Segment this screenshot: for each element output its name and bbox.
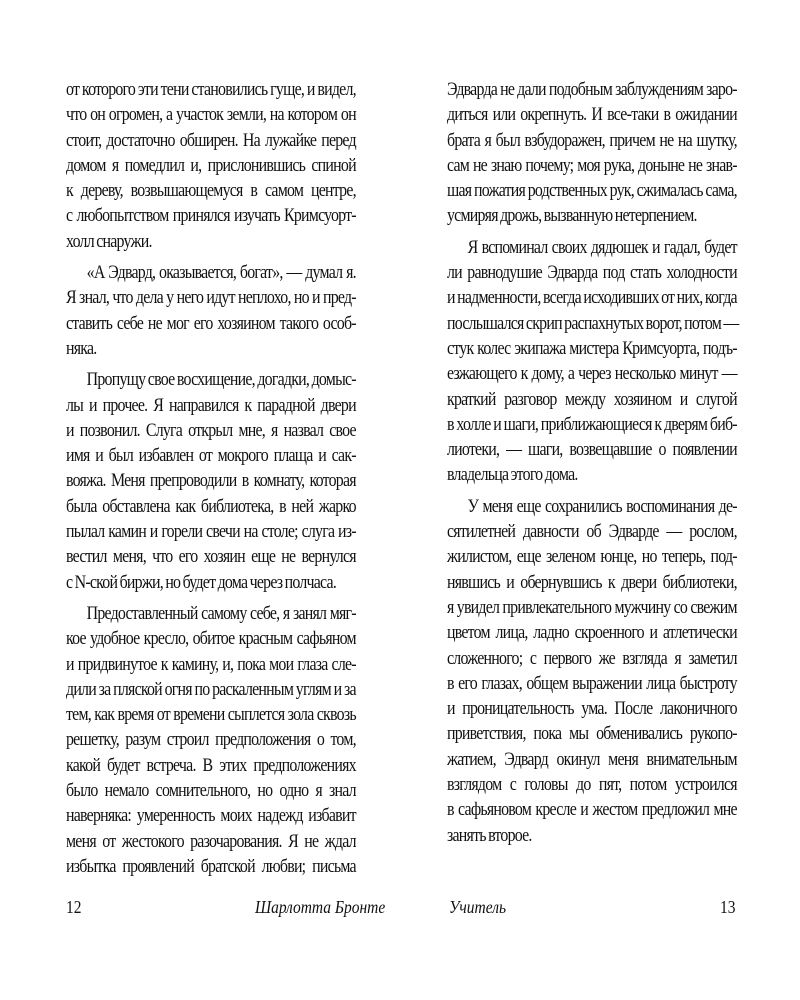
text-line: ставить себе не мог его хозяином такого особ- xyxy=(66,313,356,334)
text-line: владельца этого дома. xyxy=(447,465,578,486)
left-page-number: 12 xyxy=(66,897,82,917)
text-line: в холле и шаги, приближающиеся к дверям биб- xyxy=(447,414,737,435)
text-line: Предоставленный самому себе, я занял мяг- xyxy=(86,603,356,624)
text-line: от которого эти тени становились гуще, и видел, xyxy=(66,80,356,100)
text-line: послышался скрип распахнутых ворот, потом — xyxy=(447,313,739,334)
text-line: шая пожатия родственных рук, сжималась сама, xyxy=(447,181,737,202)
text-line: «А Эдвард, оказывается, богат», — думал я. xyxy=(86,263,356,284)
text-line: кое удобное кресло, обитое красным сафьяном xyxy=(66,629,356,650)
right-page-number: 13 xyxy=(720,897,736,917)
text-line: к дереву, возвышающемуся в самом центре, xyxy=(66,181,356,202)
text-line: диться или окрепнуть. И все-таки в ожидании xyxy=(447,105,737,126)
text-line: жилистом, еще зеленом юнце, но теперь, под- xyxy=(447,547,737,568)
right-page-text xyxy=(447,78,737,849)
text-line: имя и был избавлен от мокрого плаща и сак- xyxy=(66,446,356,467)
text-line: вояжа. Меня препроводили в комнату, которая xyxy=(66,471,356,492)
text-line: Я знал, что дела у него идут неплохо, но и пред- xyxy=(66,288,356,309)
text-line: дили за пляской огня по раскаленным углям и за xyxy=(66,679,356,700)
text-line: взглядом с головы до пят, потом устроился xyxy=(447,775,737,796)
text-line: меня от жестокого разочарования. Я не ждал xyxy=(66,831,356,852)
text-line: я увидел привлекательного мужчину со свежим xyxy=(447,597,737,618)
text-line: сам не знаю почему; моя рука, доныне не знав- xyxy=(447,155,737,176)
text-line: что он огромен, а участок земли, на котором он xyxy=(66,105,356,126)
text-line: лиотеки, — шаги, возвещавшие о появлении xyxy=(447,440,737,461)
text-line: няка. xyxy=(66,338,97,359)
text-line: лы и прочее. Я направился к парадной двери xyxy=(66,395,356,416)
text-line: домом я помедлил и, прислонившись спиной xyxy=(66,155,356,176)
text-line: с любопытством принялся изучать Кримсуорт- xyxy=(66,206,356,227)
text-line: цветом лица, ладно скроенного и атлетически xyxy=(447,623,737,644)
text-line: и проницательность ума. После лаконичного xyxy=(447,699,737,720)
right-page xyxy=(447,78,737,849)
left-running-head-author: Шарлотта Бронте xyxy=(255,897,386,917)
text-line: холл снаружи. xyxy=(66,231,152,252)
text-line: ли равнодушие Эдварда под стать холодности xyxy=(447,263,737,284)
left-page xyxy=(66,78,356,880)
text-line: Пропущу свое восхищение, догадки, домыс- xyxy=(86,370,356,391)
text-line: усмиряя дрожь, вызванную нетерпением. xyxy=(447,206,697,227)
text-line: пылал камин и горели свечи на столе; слуга из- xyxy=(66,522,356,543)
text-line: в его глазах, общем выражении лица быстроту xyxy=(447,673,737,694)
text-line: Я вспоминал своих дядюшек и гадал, будет xyxy=(467,237,737,258)
text-line: брата я был взбудоражен, причем не на шутку, xyxy=(447,130,737,151)
text-line: стоит, достаточно обширен. На лужайке перед xyxy=(66,130,356,151)
text-line: езжающего к дому, а через несколько минут — xyxy=(447,364,737,385)
text-line: Эдварда не дали подобным заблуждениям заро- xyxy=(447,80,737,100)
text-line: наверняка: умеренность моих надежд избавит xyxy=(66,806,356,827)
text-line: в сафьяновом кресле и жестом предложил мне xyxy=(447,800,737,821)
text-line: нявшись и обернувшись к двери библиотеки, xyxy=(447,572,737,593)
text-line: приветствия, пока мы обменивались рукопо- xyxy=(447,724,737,745)
text-line: вестил меня, что его хозяин еще не вернулся xyxy=(66,547,356,568)
text-line: У меня еще сохранились воспоминания де- xyxy=(467,496,737,517)
right-running-head-title: Учитель xyxy=(449,897,507,917)
text-line: сложенного; с первого же взгляда я заметил xyxy=(447,648,737,669)
text-line: сятилетней давности об Эдварде — рослом, xyxy=(447,522,737,543)
text-line: избытка проявлений братской любви; письма xyxy=(66,856,356,877)
text-line: было немало сомнительного, но одно я знал xyxy=(66,781,356,802)
text-line: и надменности, всегда исходивших от них, когда xyxy=(447,288,737,309)
text-line: стук колес экипажа мистера Кримсуорта, подъ- xyxy=(447,338,737,359)
text-line: решетку, разум строил предположения о том, xyxy=(66,730,356,751)
text-line: и позвонил. Слуга открыл мне, я назвал свое xyxy=(66,420,356,441)
text-line: занять второе. xyxy=(447,825,532,846)
text-line: с N-ской биржи, но будет дома через полчаса. xyxy=(66,572,337,593)
text-line: тем, как время от времени сыплется зола сквозь xyxy=(66,705,356,726)
text-line: какой будет встреча. В этих предположениях xyxy=(66,755,356,776)
text-line: краткий разговор между хозяином и слугой xyxy=(447,389,737,410)
text-line: и придвинутое к камину, и, пока мои глаза сле- xyxy=(66,654,356,675)
text-line: была обставлена как библиотека, в ней жарко xyxy=(66,496,356,517)
text-line: жатием, Эдвард окинул меня внимательным xyxy=(447,749,737,770)
left-page-text xyxy=(66,78,356,880)
